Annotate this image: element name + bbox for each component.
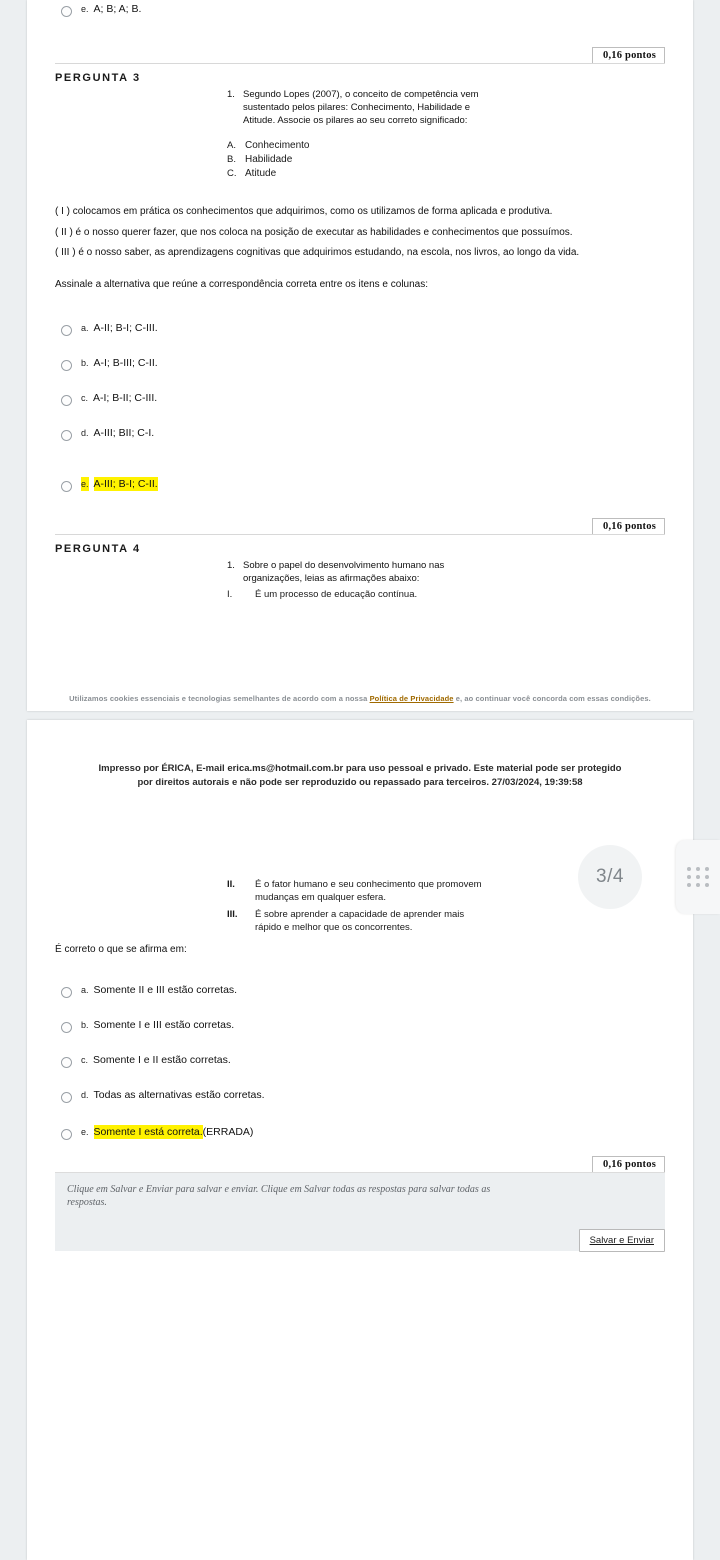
option-letter: c.: [81, 393, 89, 403]
question-3-option-a[interactable]: [61, 321, 665, 336]
radio-icon[interactable]: [61, 987, 72, 998]
question-4-points-wrap: [55, 518, 665, 534]
radio-icon[interactable]: [61, 1022, 72, 1033]
radio-icon[interactable]: [61, 481, 72, 492]
exam-sheet-page-2: [27, 720, 693, 1560]
option-text: Somente II e III estão corretas.: [93, 983, 238, 996]
question-3-option-b[interactable]: [61, 356, 665, 371]
pillar-item: [227, 167, 665, 181]
save-panel: [55, 1172, 665, 1251]
question-3-title: PERGUNTA 3: [55, 72, 141, 84]
roman-number: III.: [227, 909, 238, 920]
question-3-option-d[interactable]: [61, 426, 665, 441]
pillar-text: Conhecimento: [245, 140, 310, 151]
divider: [55, 63, 665, 64]
question-4-points: 0,16 pontos: [592, 518, 665, 534]
option-suffix: (ERRADA): [202, 1125, 254, 1138]
pillar-item: [227, 153, 665, 167]
cookie-text-after: e, ao continuar você concorda com essas condições.: [453, 694, 651, 703]
printed-by-notice: Impresso por ÉRICA, E-mail erica.ms@hotmail.com.br para uso pessoal e privado. Este material pode ser protegido por direitos autorais e não pode ser reproduzido ou repassado para terceiros. 27/03/2024, 19:39:58: [98, 763, 622, 788]
option-letter: b.: [81, 358, 89, 368]
drag-handle[interactable]: [676, 840, 720, 914]
page-indicator: [578, 845, 642, 909]
question-4-footer-points-wrap: [55, 1156, 665, 1172]
question-3-points-wrap: [55, 47, 665, 63]
definition-1: ( I ) colocamos em prática os conhecimentos que adquirimos, como os utilizamos de forma aplicada e produtiva.: [55, 206, 553, 217]
option-text: Somente I e III estão corretas.: [93, 1018, 235, 1031]
cookie-banner: [27, 694, 693, 703]
cookie-text-before: Utilizamos cookies essenciais e tecnologias semelhantes de acordo com a nossa: [69, 694, 370, 703]
question-4-option-c[interactable]: [61, 1053, 665, 1068]
stem-text: Sobre o papel do desenvolvimento humano nas organizações, leias as afirmações abaixo:: [243, 560, 445, 584]
option-letter: a.: [81, 984, 89, 995]
question-4-option-b[interactable]: [61, 1018, 665, 1033]
save-instructions: Clique em Salvar e Enviar para salvar e enviar. Clique em Salvar todas as respostas para salvar todas as respostas.: [67, 1183, 491, 1208]
pillar-letter: A.: [227, 140, 236, 151]
option-letter: d.: [81, 428, 89, 438]
divider: [55, 534, 665, 535]
question-3-option-e[interactable]: [61, 477, 665, 492]
stem-text: Segundo Lopes (2007), o conceito de competência vem sustentado pelos pilares: Conhecimento, Habilidade e Atitude. Associe os pilares ao seu correto significado:: [243, 89, 479, 126]
option-text: A-III; BII; C-I.: [93, 427, 155, 439]
roman-number: II.: [227, 879, 235, 890]
pillar-letter: B.: [227, 154, 236, 165]
pillar-text: Habilidade: [245, 154, 293, 165]
radio-icon[interactable]: [61, 430, 72, 441]
option-text: A-I; B-II; C-III.: [93, 392, 158, 404]
pillar-item: [227, 139, 665, 153]
question-3-points: 0,16 pontos: [592, 47, 665, 63]
roman-text: É sobre aprender a capacidade de aprender mais rápido e melhor que os concorrentes.: [255, 909, 465, 933]
radio-icon[interactable]: [61, 325, 72, 336]
definition-2: ( II ) é o nosso querer fazer, que nos coloca na posição de executar as habilidades e conhecimentos que possuímos.: [55, 226, 573, 238]
radio-icon[interactable]: [61, 1092, 72, 1103]
question-3-instruction: Assinale a alternativa que reúne a correspondência correta entre os itens e colunas:: [55, 278, 429, 290]
stem-number: 1.: [227, 89, 235, 100]
roman-statement-3: [227, 908, 665, 934]
radio-icon[interactable]: [61, 360, 72, 371]
question-4-stem: [227, 559, 665, 585]
option-text: A-II; B-I; C-III.: [93, 322, 158, 334]
option-letter: e.: [81, 1126, 89, 1137]
roman-text: É o fator humano e seu conhecimento que promovem mudanças em qualquer esfera.: [255, 879, 482, 903]
option-letter: e.: [81, 479, 89, 489]
option-text: A-III; B-I; C-II.: [93, 478, 158, 490]
option-letter: b.: [81, 1019, 89, 1030]
pillar-text: Atitude: [245, 168, 277, 179]
question-4-footer-points: 0,16 pontos: [592, 1156, 665, 1172]
roman-number: I.: [227, 589, 233, 600]
radio-icon[interactable]: [61, 1057, 72, 1068]
stem-number: 1.: [227, 560, 235, 571]
option-text: A-I; B-III; C-II.: [93, 357, 158, 369]
option-letter: e.: [81, 4, 89, 14]
question-3-stem: [227, 88, 665, 127]
option-letter: c.: [81, 1054, 89, 1065]
exam-sheet-page-1: [27, 0, 693, 711]
page-indicator-label: 3/4: [596, 866, 624, 887]
radio-icon[interactable]: [61, 395, 72, 406]
option-text: Somente I e II estão corretas.: [93, 1053, 231, 1066]
option-text: A; B; A; B.: [93, 3, 142, 15]
question-4-roman-1: [227, 588, 665, 601]
radio-icon[interactable]: [61, 1129, 72, 1140]
question-4-option-e[interactable]: [61, 1125, 665, 1140]
question-3-option-c[interactable]: [61, 391, 665, 406]
definition-3: ( III ) é o nosso saber, as aprendizagens cognitivas que adquirimos estudando, na escola, nos livros, ao longo da vida.: [55, 247, 580, 258]
question-prompt: É correto o que se afirma em:: [55, 944, 187, 955]
previous-question-option[interactable]: [61, 0, 665, 17]
option-letter: d.: [81, 1089, 89, 1100]
question-4-option-a[interactable]: [61, 983, 665, 998]
save-button-label: Salvar e Enviar: [589, 1234, 654, 1246]
roman-text: É um processo de educação contínua.: [255, 589, 418, 600]
sheet-1-content: [27, 0, 693, 601]
privacy-policy-link[interactable]: Política de Privacidade: [369, 694, 454, 703]
option-text: Todas as alternativas estão corretas.: [93, 1088, 265, 1101]
pillar-letter: C.: [227, 168, 237, 179]
save-and-submit-button[interactable]: [579, 1229, 665, 1252]
option-letter: a.: [81, 323, 89, 333]
question-4-title: PERGUNTA 4: [55, 543, 141, 555]
grip-dots-icon: [687, 867, 710, 887]
option-text: Somente I está correta.: [93, 1125, 203, 1138]
radio-icon[interactable]: [61, 6, 72, 17]
question-4-option-d[interactable]: [61, 1088, 665, 1103]
